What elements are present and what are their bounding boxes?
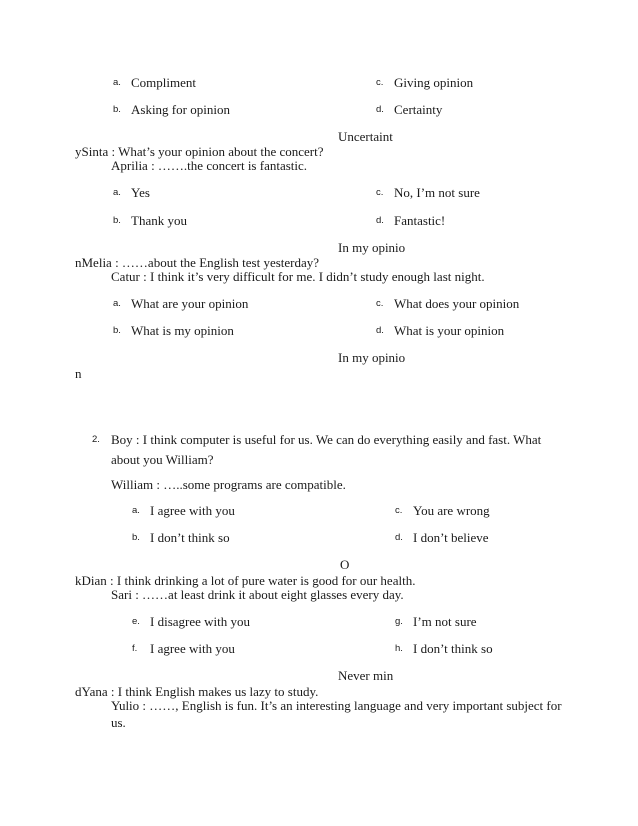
option-e: I disagree with you [150,614,251,629]
option-a: Compliment [131,75,196,90]
option-d: Fantastic! [394,213,446,228]
option-marker: a. [132,505,140,516]
option-marker: d. [376,104,384,115]
answer-text: In my opinio [338,350,406,365]
option-d: What is your opinion [394,323,505,338]
answer-text: O [340,557,350,572]
answer-text: Uncertaint [338,129,393,144]
option-a: Yes [131,185,150,200]
option-c: What does your opinion [394,296,520,311]
option-marker: b. [132,532,140,543]
dialog-line: n [75,366,82,381]
option-a: I agree with you [150,503,235,518]
answer-text: Never min [338,668,394,683]
option-marker: c. [395,505,403,516]
dialog-line: William : …..some programs are compatible. [111,477,346,492]
option-marker: d. [376,325,384,336]
option-c: No, I’m not sure [394,185,480,200]
option-d: I don’t believe [413,530,489,545]
question-number: 2. [92,434,100,445]
dialog-line: ySinta : What’s your opinion about the concert? [75,144,324,159]
option-marker: d. [376,215,384,226]
dialog-line: dYana : I think English makes us lazy to study. [75,684,319,699]
dialog-line: Aprilia : …….the concert is fantastic. [111,158,308,173]
option-marker: g. [395,616,403,627]
dialog-line: us. [111,715,126,730]
option-marker: a. [113,187,121,198]
option-g: I’m not sure [413,614,477,629]
option-marker: d. [395,532,403,543]
dialog-line: nMelia : ……about the English test yesterday? [75,255,320,270]
dialog-line: Boy : I think computer is useful for us. We can do everything easily and fast. What [111,432,542,447]
option-c: Giving opinion [394,75,474,90]
dialog-line: Sari : ……at least drink it about eight glasses every day. [111,587,404,602]
option-b: I don’t think so [150,530,230,545]
option-marker: f. [132,643,138,654]
option-marker: b. [113,104,121,115]
dialog-line: Catur : I think it’s very difficult for me. I didn’t study enough last night. [111,269,485,284]
option-b: Asking for opinion [131,102,230,117]
option-c: You are wrong [413,503,490,518]
option-marker: a. [113,298,121,309]
option-a: What are your opinion [131,296,249,311]
option-marker: h. [395,643,403,654]
dialog-line: Yulio : ……, English is fun. It’s an interesting language and very important subject for [111,698,562,713]
option-b: Thank you [131,213,187,228]
answer-text: In my opinio [338,240,406,255]
option-marker: c. [376,77,384,88]
option-marker: e. [132,616,140,627]
dialog-line: kDian : I think drinking a lot of pure water is good for our health. [75,573,416,588]
option-marker: c. [376,298,384,309]
option-h: I don’t think so [413,641,493,656]
option-marker: a. [113,77,121,88]
option-b: What is my opinion [131,323,234,338]
option-f: I agree with you [150,641,235,656]
dialog-line: about you William? [111,452,214,467]
option-marker: c. [376,187,384,198]
option-marker: b. [113,325,121,336]
option-d: Certainty [394,102,443,117]
option-marker: b. [113,215,121,226]
